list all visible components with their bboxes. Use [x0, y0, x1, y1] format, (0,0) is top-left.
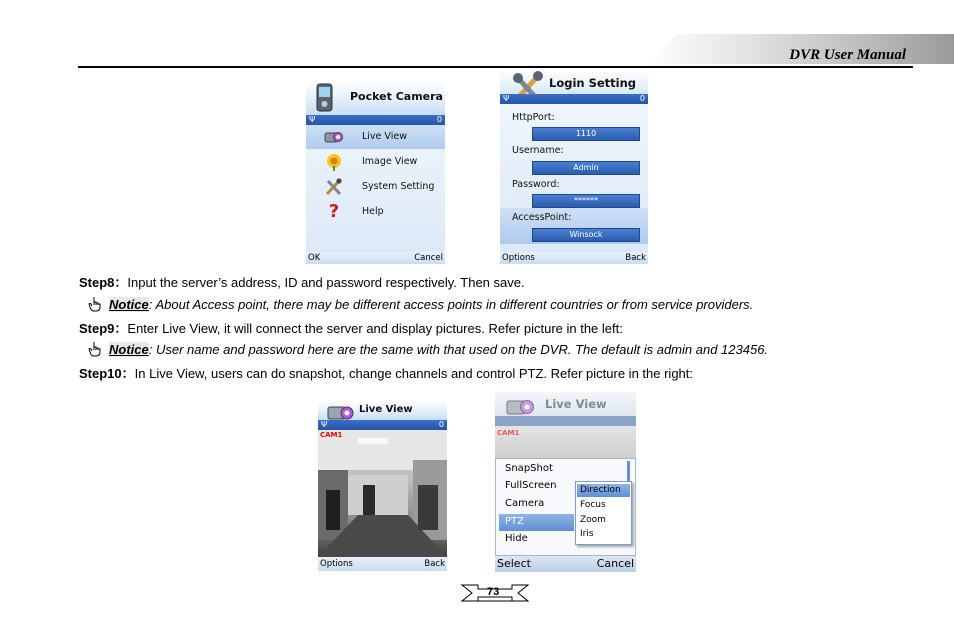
menu-item-ptz[interactable]: PTZ: [505, 516, 524, 527]
menu-item-live-view[interactable]: [306, 125, 445, 149]
accesspoint-field[interactable]: Winsock: [532, 228, 640, 242]
camera-icon: [505, 394, 537, 418]
password-field[interactable]: ******: [532, 194, 640, 208]
battery-indicator: 0: [438, 420, 444, 429]
ptz-submenu: [575, 481, 632, 545]
softkey-right[interactable]: Cancel: [596, 557, 634, 570]
submenu-item-direction[interactable]: Direction: [580, 485, 621, 495]
softkey-left[interactable]: Options: [320, 559, 353, 569]
notice-label: Notice: [109, 297, 149, 312]
phone-status-bar: [306, 115, 445, 125]
username-field[interactable]: Admin: [532, 161, 640, 175]
phone-title: Pocket Camera: [350, 90, 443, 103]
field-label: Password:: [512, 179, 560, 190]
phone-title: Login Setting: [549, 76, 637, 90]
httpport-field[interactable]: 1110: [532, 127, 640, 141]
signal-icon: Ψ: [503, 94, 510, 103]
menu-item-snapshot[interactable]: SnapShot: [505, 463, 553, 474]
submenu-item-focus[interactable]: Focus: [580, 500, 606, 510]
menu-list: [306, 125, 445, 252]
phone-screen-login: [500, 69, 648, 264]
phone-header: [306, 81, 445, 115]
mobile-phone-icon: [311, 83, 339, 113]
notice-text: : About Access point, there may be different access points in different countries or from service providers.: [148, 297, 754, 312]
cam-label: CAM1: [497, 429, 520, 437]
menu-item-camera[interactable]: Camera: [505, 498, 545, 509]
office-scene-image: [318, 430, 447, 557]
phone-screen-live-view: [318, 400, 447, 571]
step-label: Step9：: [79, 321, 128, 336]
softkey-right[interactable]: Back: [625, 253, 646, 263]
pointing-hand-icon: [88, 296, 104, 312]
menu-item-image-view[interactable]: [306, 150, 445, 174]
battery-indicator: 0: [436, 115, 442, 124]
phone-header: [495, 392, 636, 416]
menu-item-fullscreen[interactable]: FullScreen: [505, 480, 557, 491]
phone-status-bar: [495, 416, 636, 426]
step-text: Input the server’s address, ID and password respectively. Then save.: [127, 275, 525, 290]
submenu-item-zoom[interactable]: Zoom: [580, 515, 606, 525]
field-label: HttpPort:: [512, 112, 555, 123]
phone-status-bar: [318, 420, 447, 430]
cam-label: CAM1: [320, 431, 343, 439]
manual-title: DVR User Manual: [789, 47, 906, 63]
camera-feed-dimmed: [495, 426, 636, 458]
scrollbar[interactable]: [627, 461, 630, 481]
tools-icon: [324, 178, 344, 196]
menu-item-system-setting[interactable]: [306, 175, 445, 199]
softkey-right[interactable]: Cancel: [414, 253, 443, 263]
field-label: AccessPoint:: [512, 212, 572, 223]
softkey-bar: [318, 557, 447, 571]
menu-item-label: System Setting: [362, 181, 435, 192]
signal-icon: Ψ: [321, 420, 328, 429]
phone-title: Live View: [359, 404, 413, 415]
camera-feed: [318, 430, 447, 557]
softkey-right[interactable]: Back: [424, 559, 445, 569]
phone-title: Live View: [545, 397, 607, 411]
softkey-left[interactable]: Select: [497, 557, 531, 570]
field-label: Username:: [512, 145, 564, 156]
phone-status-bar: [500, 94, 648, 104]
phone-screen-live-view-menu: [495, 392, 636, 572]
softkey-left[interactable]: OK: [308, 253, 321, 263]
notice-1: [88, 296, 753, 312]
phone-screen-menu: [306, 81, 445, 264]
camera-icon: [324, 128, 344, 146]
softkey-left[interactable]: Options: [502, 253, 535, 263]
login-form: [500, 104, 648, 252]
page-number: 73: [487, 586, 500, 598]
step-text: In Live View, users can do snapshot, change channels and control PTZ. Refer picture in the right:: [134, 366, 693, 381]
phone-header: [318, 400, 447, 420]
step9: [79, 318, 623, 337]
menu-item-help[interactable]: [306, 200, 445, 224]
menu-item-label: Help: [362, 206, 384, 217]
header-rule: [78, 66, 913, 68]
softkey-bar: [495, 556, 636, 572]
step-label: Step10：: [79, 366, 135, 381]
question-icon: ?: [328, 201, 340, 222]
battery-indicator: 0: [639, 94, 645, 103]
menu-item-hide[interactable]: Hide: [505, 533, 528, 544]
options-menu: [495, 458, 636, 556]
notice-text: : User name and password here are the same with that used on the DVR. The default is admin and 123456.: [148, 342, 769, 357]
step10: [79, 363, 693, 382]
notice-label: Notice: [109, 342, 149, 357]
pointing-hand-icon: [88, 341, 104, 357]
step-label: Step8：: [79, 275, 128, 290]
softkey-bar: [500, 252, 648, 264]
submenu-item-iris[interactable]: Iris: [580, 529, 594, 539]
menu-item-label: Image View: [362, 156, 418, 167]
softkey-bar: [306, 252, 445, 264]
flower-icon: [324, 153, 344, 171]
step-text: Enter Live View, it will connect the server and display pictures. Refer picture in the left:: [127, 321, 623, 336]
step8: [79, 272, 525, 291]
notice-2: [88, 341, 768, 357]
signal-icon: Ψ: [309, 115, 316, 124]
menu-item-label: Live View: [362, 131, 407, 142]
